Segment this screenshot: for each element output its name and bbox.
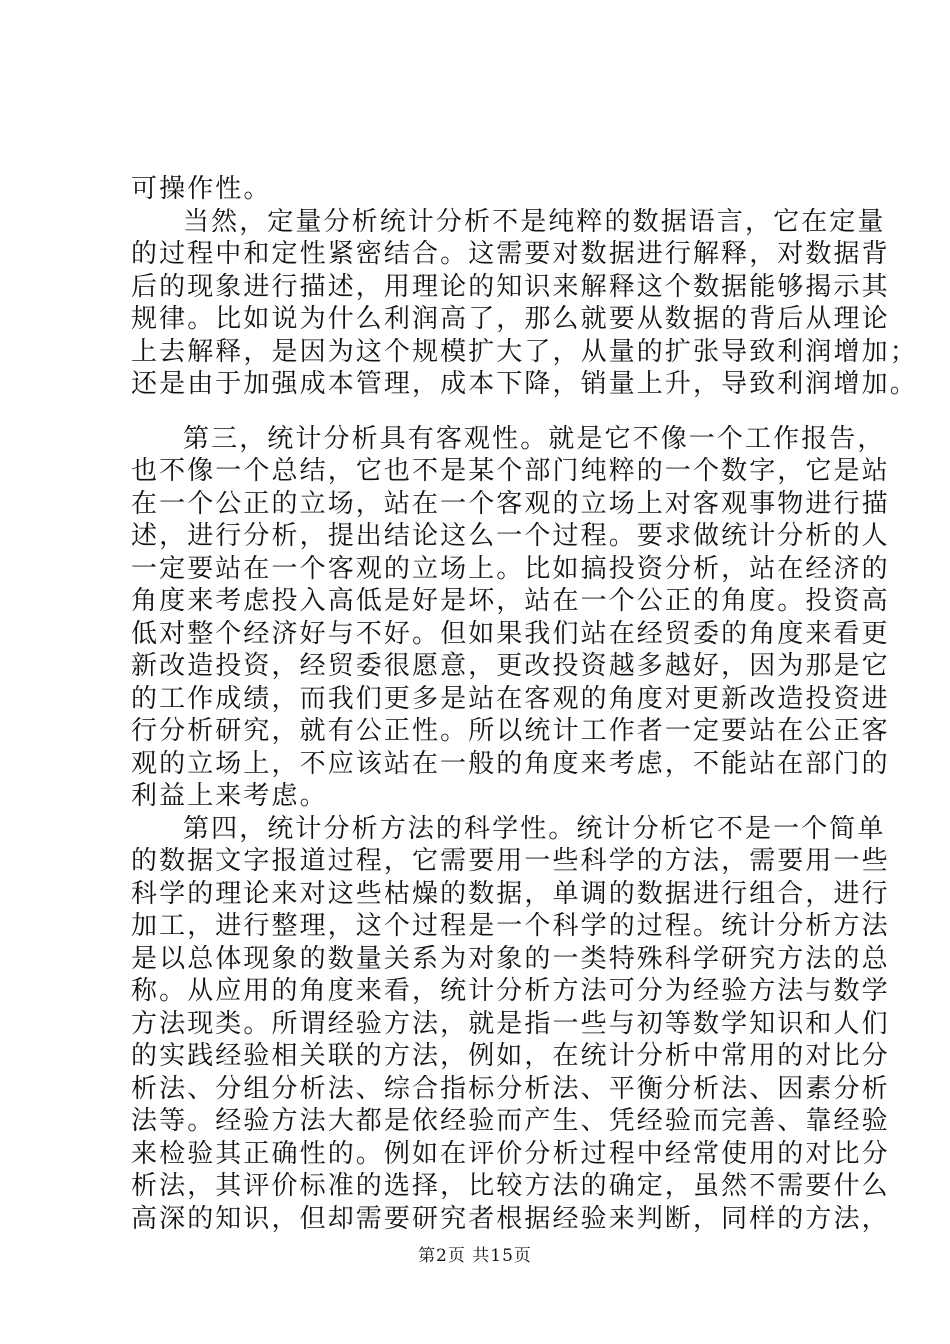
text-line: 称。从应用的角度来看，统计分析方法可分为经验方法与数学: [131, 976, 890, 1006]
text-line: 当然，定量分析统计分析不是纯粹的数据语言，它在定量: [183, 206, 886, 237]
text-line: 一定要站在一个客观的立场上。比如搞投资分析，站在经济的: [131, 553, 890, 584]
text-line: 后的现象进行描述，用理论的知识来解释这个数据能够揭示其: [131, 271, 890, 302]
page-number-footer: 第2页 共15页: [418, 1246, 532, 1266]
text-line: 第四，统计分析方法的科学性。统计分析它不是一个简单: [183, 813, 886, 844]
body-text: [131, 173, 918, 1235]
text-line: 还是由于加强成本管理，成本下降，销量上升，导致利润增加。: [131, 369, 918, 399]
text-line: 法等。经验方法大都是依经验而产生、凭经验而完善、靠经验: [131, 1106, 890, 1136]
text-line: 来检验其正确性的。例如在评价分析过程中经常使用的对比分: [131, 1138, 890, 1169]
text-line: 第三，统计分析具有客观性。就是它不像一个工作报告，: [183, 423, 886, 454]
text-line: 是以总体现象的数量关系为对象的一类特殊科学研究方法的总: [131, 943, 890, 974]
text-line: 在一个公正的立场，站在一个客观的立场上对客观事物进行描: [131, 488, 890, 519]
text-line: 析法，其评价标准的选择，比较方法的确定，虽然不需要什么: [131, 1171, 890, 1201]
text-line: 可操作性。: [131, 174, 272, 204]
text-line: 述，进行分析，提出结论这么一个过程。要求做统计分析的人: [131, 521, 890, 551]
text-line: 观的立场上，不应该站在一般的角度来考虑，不能站在部门的: [131, 748, 890, 779]
text-line: 也不像一个总结，它也不是某个部门纯粹的一个数字，它是站: [131, 456, 890, 486]
text-line: 利益上来考虑。: [131, 781, 328, 811]
text-line: 角度来考虑投入高低是好是坏，站在一个公正的角度。投资高: [131, 586, 890, 616]
text-line: 低对整个经济好与不好。但如果我们站在经贸委的角度来看更: [131, 618, 890, 649]
text-line: 方法现类。所谓经验方法，就是指一些与初等数学知识和人们: [131, 1008, 890, 1039]
text-line: 科学的理论来对这些枯燥的数据，单调的数据进行组合，进行: [131, 878, 890, 909]
text-line: 析法、分组分析法、综合指标分析法、平衡分析法、因素分析: [131, 1073, 890, 1104]
text-line: 高深的知识，但却需要研究者根据经验来判断，同样的方法，: [131, 1203, 890, 1234]
text-line: 行分析研究，就有公正性。所以统计工作者一定要站在公正客: [131, 716, 890, 746]
text-line: 的过程中和定性紧密结合。这需要对数据进行解释，对数据背: [131, 239, 890, 269]
text-line: 新改造投资，经贸委很愿意，更改投资越多越好，因为那是它: [131, 651, 890, 681]
text-line: 加工，进行整理，这个过程是一个科学的过程。统计分析方法: [131, 911, 890, 941]
text-line: 规律。比如说为什么利润高了，那么就要从数据的背后从理论: [131, 304, 890, 334]
text-line: 上去解释，是因为这个规模扩大了，从量的扩张导致利润增加；: [131, 336, 918, 367]
text-line: 的工作成绩，而我们更多是站在客观的角度对更新改造投资进: [131, 683, 890, 714]
text-line: 的数据文字报道过程，它需要用一些科学的方法，需要用一些: [131, 846, 890, 876]
text-line: 的实践经验相关联的方法，例如，在统计分析中常用的对比分: [131, 1041, 890, 1071]
paragraph-gap: [131, 401, 836, 423]
